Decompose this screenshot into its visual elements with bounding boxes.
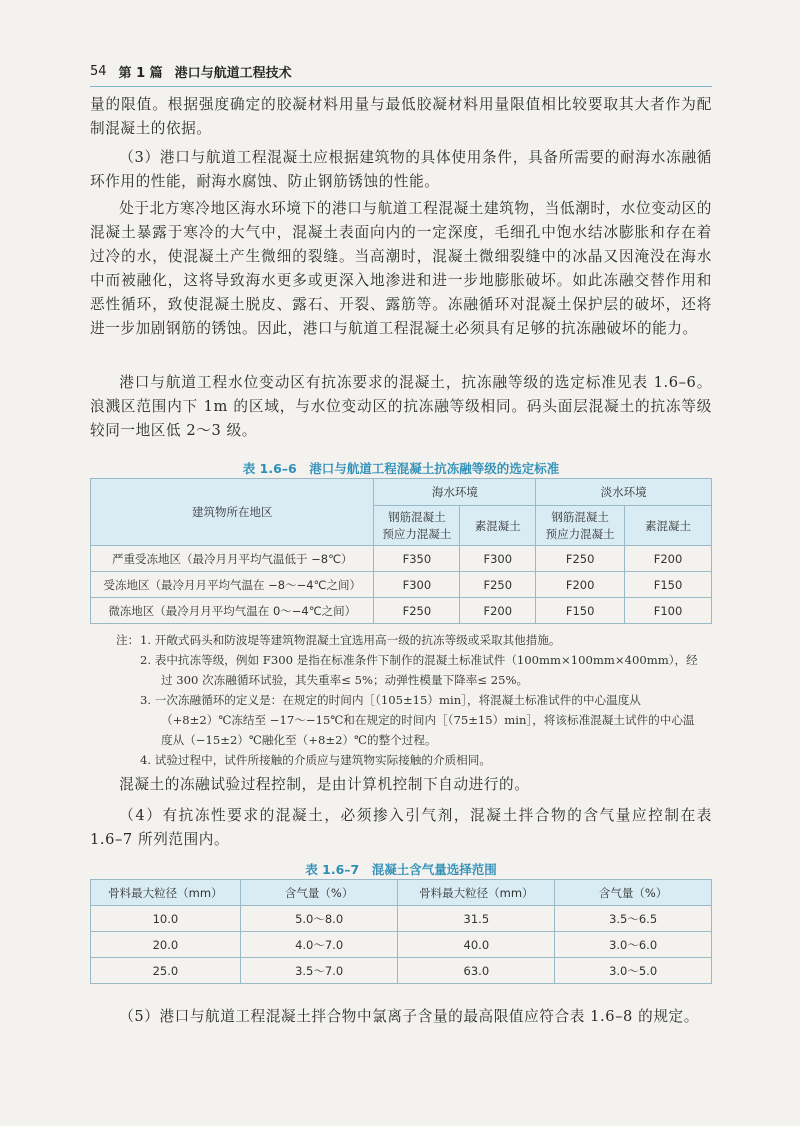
cell: 40.0 xyxy=(398,932,555,958)
cell: F100 xyxy=(625,598,712,624)
cell: 3.0～6.0 xyxy=(555,932,712,958)
table-row xyxy=(91,572,712,598)
cell: 10.0 xyxy=(91,906,241,932)
table-2-caption: 表 1.6–7 混凝土含气量选择范围 xyxy=(305,862,497,877)
note-3: 3. 一次冻融循环的定义是：在规定的时间内［（105±15）min］，将混凝土标准试件的中心温度从 xyxy=(140,693,641,707)
sub-header-reinforced-sea: 钢筋混凝土 预应力混凝土 xyxy=(374,506,460,546)
paragraph-7: （5）港口与航道工程混凝土拌合物中氯离子含量的最高限值应符合表 1.6–8 的规定。 xyxy=(119,1008,699,1025)
table-row xyxy=(91,598,712,624)
table-row xyxy=(91,906,712,932)
note-3-cont-2: 度从（−15±2）℃融化至（+8±2）℃的整个过程。 xyxy=(161,733,437,747)
cell: F250 xyxy=(374,598,460,624)
cell: 5.0～8.0 xyxy=(240,906,398,932)
page-number: 54 xyxy=(90,63,107,79)
paragraph-1: 量的限值。根据强度确定的胶凝材料用量与最低胶凝材料用量限值相比较要取其大者作为配制混凝土的依据。 xyxy=(90,96,712,137)
table-row xyxy=(91,932,712,958)
col-header-aggregate-size: 骨料最大粒径（mm） xyxy=(91,880,241,906)
note-2-cont: 过 300 次冻融循环试验，其失重率≤ 5%；动弹性模量下降率≤ 25%。 xyxy=(161,673,529,687)
cell: F300 xyxy=(460,546,536,572)
cell: 63.0 xyxy=(398,958,555,984)
note-1: 1. 开敞式码头和防波堤等建筑物混凝土宜选用高一级的抗冻等级或采取其他措施。 xyxy=(140,633,561,647)
table-1-caption: 表 1.6–6 港口与航道工程混凝土抗冻融等级的选定标准 xyxy=(242,461,560,476)
note-3-cont-1: （+8±2）℃冻结至 −17～−15℃和在规定的时间内［（75±15）min］，将该标准混凝土试件的中心温 xyxy=(161,713,695,727)
paragraph-3: 处于北方寒冷地区海水环境下的港口与航道工程混凝土建筑物，当低潮时，水位变动区的混凝土暴露于寒冷的大气中，混凝土表面向内的一定深度，毛细孔中饱水结冰膨胀和存在着过冷的水，使混凝土产生微细的裂缝。当高潮时，混凝土微细裂缝中的冰晶又因淹没在海水中而被融化，这将导致海水更多或更深入地渗进和进一步地膨胀破坏。如此冻融交替作用和恶性循环，致使混凝土脱皮、露石、开裂、露筋等。冻融循环对混凝土保护层的破坏，还将进一步加剧钢筋的锈蚀。因此，港口与航道工程混凝土必须具有足够的抗冻融破坏的能力。 xyxy=(90,200,712,337)
cell: F150 xyxy=(625,572,712,598)
cell: 4.0～7.0 xyxy=(240,932,398,958)
running-header xyxy=(90,60,712,82)
cell: F250 xyxy=(536,546,625,572)
sub-header-reinforced-fresh: 钢筋混凝土 预应力混凝土 xyxy=(536,506,625,546)
part-label: 第 1 篇 xyxy=(118,65,163,81)
frost-grade-table xyxy=(90,478,712,624)
col-header-freshwater: 淡水环境 xyxy=(536,479,712,506)
cell: F200 xyxy=(536,572,625,598)
paragraph-4: 港口与航道工程水位变动区有抗冻要求的混凝土，抗冻融等级的选定标准见表 1.6–6。浪溅区范围内下 1m 的区域，与水位变动区的抗冻融等级相同。码头面层混凝土的抗冻等级较同一地区低 2～3 级。 xyxy=(90,374,712,439)
col-header-seawater: 海水环境 xyxy=(374,479,536,506)
paragraph-2: （3）港口与航道工程混凝土应根据建筑物的具体使用条件，具备所需要的耐海水冻融循环作用的性能，耐海水腐蚀、防止钢筋锈蚀的性能。 xyxy=(90,149,712,190)
row-area: 严重受冻地区（最冷月月平均气温低于 −8℃） xyxy=(91,546,374,572)
header-rule xyxy=(90,86,712,87)
cell: 20.0 xyxy=(91,932,241,958)
notes-label: 注： xyxy=(116,633,140,647)
row-area: 微冻地区（最冷月月平均气温在 0～−4℃之间） xyxy=(91,598,374,624)
col-header-air-content-2: 含气量（%） xyxy=(555,880,712,906)
air-content-table xyxy=(90,879,712,984)
cell: F150 xyxy=(536,598,625,624)
sub-header-plain-fresh: 素混凝土 xyxy=(625,506,712,546)
paragraph-6: （4）有抗冻性要求的混凝土，必须掺入引气剂，混凝土拌合物的含气量应控制在表 1.6–7 所列范围内。 xyxy=(90,807,712,848)
table-row xyxy=(91,958,712,984)
col-header-aggregate-size-2: 骨料最大粒径（mm） xyxy=(398,880,555,906)
cell: 3.5～6.5 xyxy=(555,906,712,932)
paragraph-5: 混凝土的冻融试验过程控制，是由计算机控制下自动进行的。 xyxy=(119,776,530,793)
cell: 25.0 xyxy=(91,958,241,984)
cell: F250 xyxy=(460,572,536,598)
cell: F200 xyxy=(625,546,712,572)
cell: 3.5～7.0 xyxy=(240,958,398,984)
note-4: 4. 试验过程中，试件所接触的介质应与建筑物实际接触的介质相同。 xyxy=(140,753,491,767)
table-notes xyxy=(116,630,712,770)
header-title: 港口与航道工程技术 xyxy=(174,65,292,81)
col-header-area: 建筑物所在地区 xyxy=(91,479,374,546)
note-2: 2. 表中抗冻等级，例如 F300 是指在标准条件下制作的混凝土标准试件（100mm×100mm×400mm），经 xyxy=(140,653,698,667)
table-row xyxy=(91,546,712,572)
sub-header-plain-sea: 素混凝土 xyxy=(460,506,536,546)
cell: F350 xyxy=(374,546,460,572)
cell: F300 xyxy=(374,572,460,598)
cell: 3.0～5.0 xyxy=(555,958,712,984)
col-header-air-content: 含气量（%） xyxy=(240,880,398,906)
cell: F200 xyxy=(460,598,536,624)
cell: 31.5 xyxy=(398,906,555,932)
row-area: 受冻地区（最冷月月平均气温在 −8～−4℃之间） xyxy=(91,572,374,598)
